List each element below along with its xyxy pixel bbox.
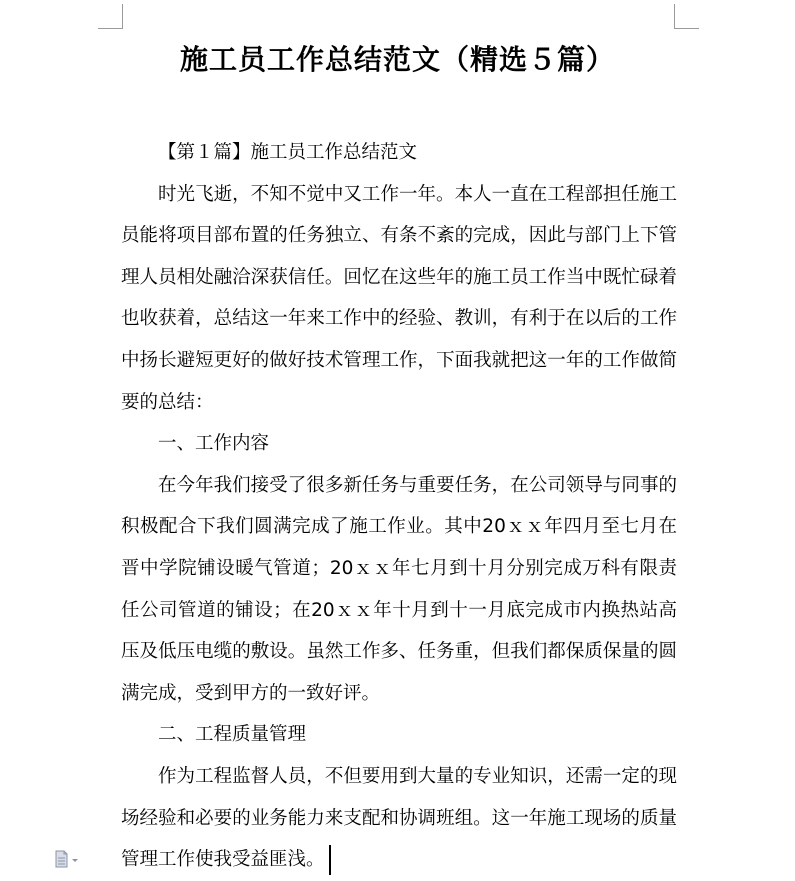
crop-mark-top-right xyxy=(674,4,699,29)
paragraph-work-content: 在今年我们接受了很多新任务与重要任务，在公司领导与同事的积极配合下我们圆满完成了施工作业。其中20ｘｘ年四月至七月在晋中学院铺设暖气管道；20ｘｘ年七月到十月分别完成万科有限责任公司管道的铺设；在20ｘｘ年十月到十一月底完成市内换热站高压及低压电缆的敷设。虽然工作多、任务重，但我们都保质保量的圆满完成，受到甲方的一致好评。 xyxy=(121,474,677,704)
subheading-quality-management: 二、工程质量管理 xyxy=(158,724,307,746)
text-cursor xyxy=(329,845,331,875)
section-heading: 【第１篇】施工员工作总结范文 xyxy=(158,142,418,163)
paragraph-quality-management xyxy=(121,756,677,881)
document-icon[interactable] xyxy=(54,850,80,868)
document-body[interactable] xyxy=(121,132,677,881)
subheading-work-content: 一、工作内容 xyxy=(158,433,270,455)
paragraph-quality-management-text: 作为工程监督人员，不但要用到大量的专业知识，还需一定的现场经验和必要的业务能力来支配和协调班组。这一年施工现场的质量管理工作使我受益匪浅。 xyxy=(121,765,677,871)
document-title: 施工员工作总结范文（精选５篇） xyxy=(179,43,615,76)
paragraph-intro: 时光飞逝，不知不觉中又工作一年。本人一直在工程部担任施工员能将项目部布置的任务独立、有条不紊的完成，因此与部门上下管理人员相处融洽深获信任。回忆在这些年的施工员工作当中既忙碌着也收获着，总结这一年来工作中的经验、教训，有利于在以后的工作中扬长避短更好的做好技术管理工作，下面我就把这一年的工作做简要的总结： xyxy=(121,183,677,413)
crop-mark-top-left xyxy=(98,4,123,29)
